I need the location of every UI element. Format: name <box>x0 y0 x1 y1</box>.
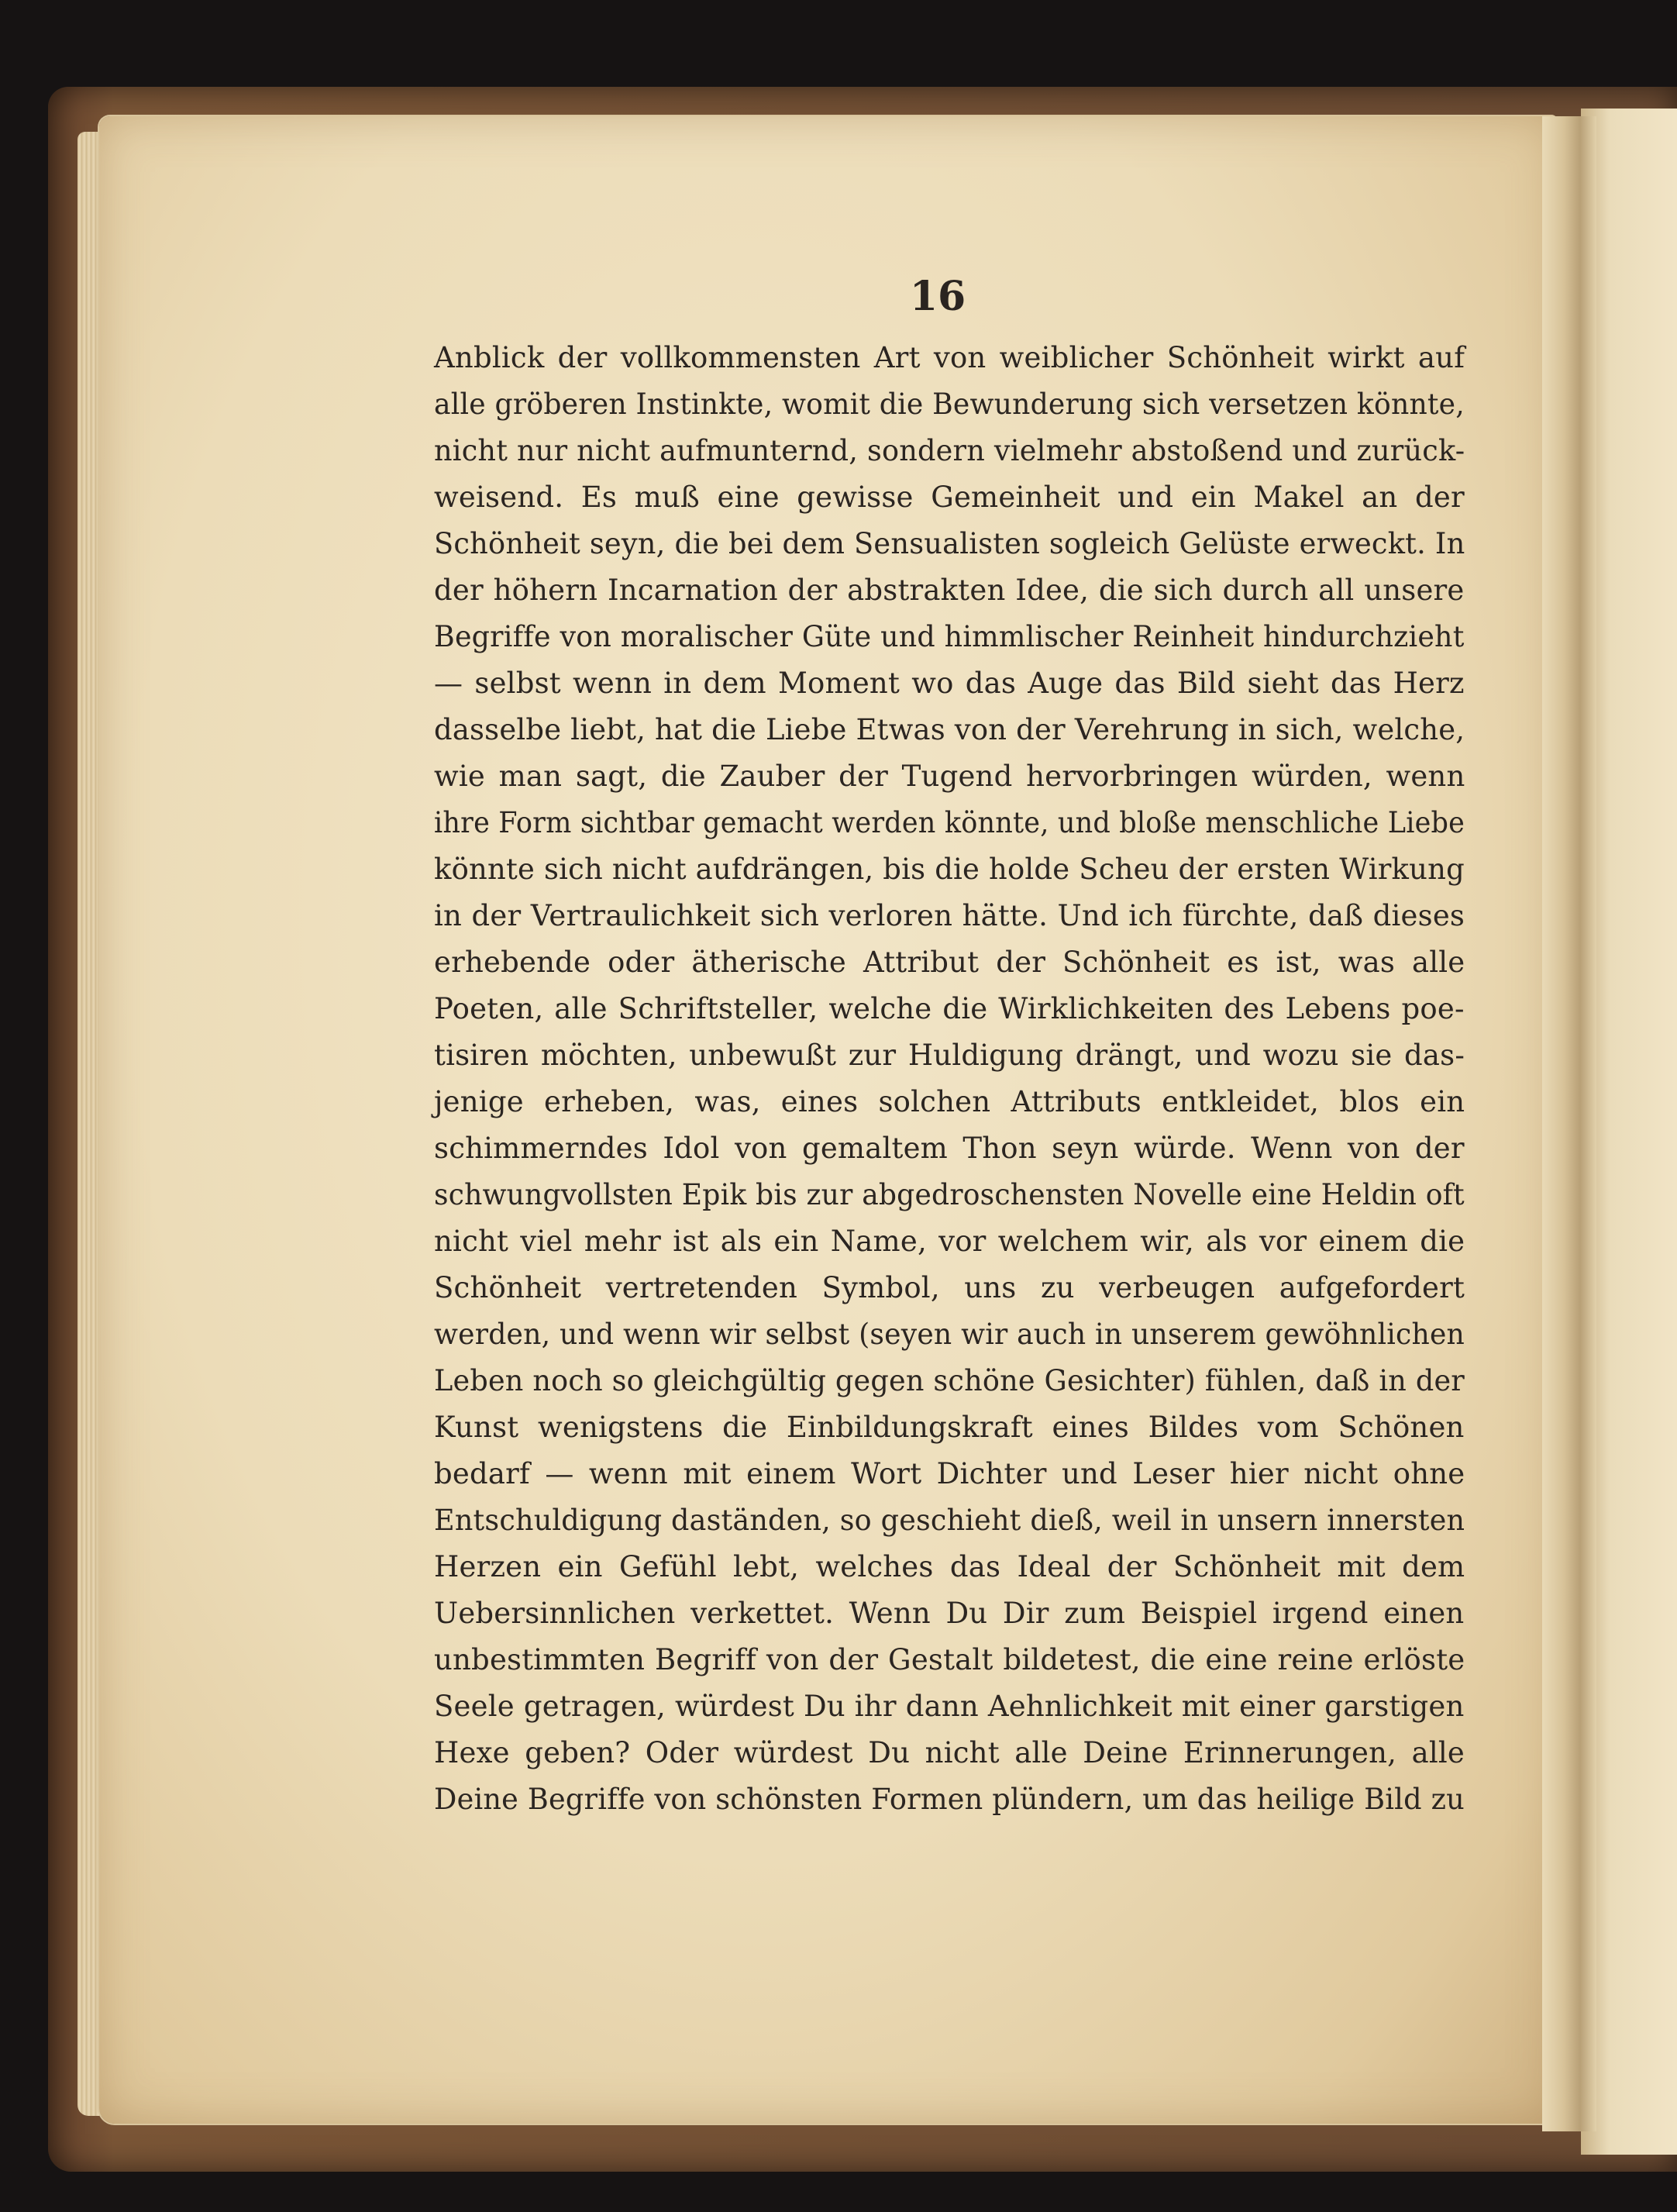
text-line: wie man sagt, die Zauber der Tugend hervorbringen würden, wenn <box>434 760 1465 793</box>
text-line: Entschuldigung daständen, so geschieht dieß, weil in unsern innersten <box>434 1504 1465 1537</box>
text-line: Seele getragen, würdest Du ihr dann Aehnlichkeit mit einer garstigen <box>434 1690 1465 1723</box>
text-line: ihre Form sichtbar gemacht werden könnte, und bloße menschliche Liebe <box>434 806 1465 839</box>
text-line: Herzen ein Gefühl lebt, welches das Ideal der Schönheit mit dem <box>434 1550 1465 1583</box>
text-line: tisiren möchten, unbewußt zur Huldigung drängt, und wozu sie das- <box>434 1039 1465 1072</box>
text-line: in der Vertraulichkeit sich verloren hätte. Und ich fürchte, daß dieses <box>434 899 1465 932</box>
text-line: erhebende oder ätherische Attribut der Schönheit es ist, was alle <box>434 946 1465 979</box>
text-line: weisend. Es muß eine gewisse Gemeinheit und ein Makel an der <box>434 481 1465 514</box>
text-line: könnte sich nicht aufdrängen, bis die holde Scheu der ersten Wirkung <box>434 853 1465 886</box>
text-line: jenige erheben, was, eines solchen Attributs entkleidet, blos ein <box>434 1085 1465 1118</box>
text-line: schwungvollsten Epik bis zur abgedroschensten Novelle eine Heldin oft <box>434 1178 1465 1211</box>
text-line: Schönheit seyn, die bei dem Sensualisten sogleich Gelüste erweckt. In <box>434 527 1465 560</box>
text-line: Deine Begriffe von schönsten Formen plündern, um das heilige Bild zu <box>434 1783 1465 1816</box>
page-number: 16 <box>909 273 966 320</box>
text-line: werden, und wenn wir selbst (seyen wir auch in unserem gewöhnlichen <box>434 1318 1465 1351</box>
text-line: Leben noch so gleichgültig gegen schöne Gesichter) fühlen, daß in der <box>434 1364 1465 1397</box>
text-line: nicht nur nicht aufmunternd, sondern vielmehr abstoßend und zurück- <box>434 434 1465 467</box>
text-line: Kunst wenigstens die Einbildungskraft eines Bildes vom Schönen <box>434 1411 1465 1444</box>
text-line: Poeten, alle Schriftsteller, welche die Wirklichkeiten des Lebens poe- <box>434 992 1465 1025</box>
text-line: bedarf — wenn mit einem Wort Dichter und Leser hier nicht ohne <box>434 1457 1465 1490</box>
text-line: Anblick der vollkommensten Art von weiblicher Schönheit wirkt auf <box>434 341 1465 374</box>
text-line: nicht viel mehr ist als ein Name, vor welchem wir, als vor einem die <box>434 1225 1465 1258</box>
text-line: Schönheit vertretenden Symbol, uns zu verbeugen aufgefordert <box>434 1271 1465 1304</box>
text-line: alle gröberen Instinkte, womit die Bewunderung sich versetzen könnte, <box>434 388 1465 421</box>
text-line: unbestimmten Begriff von der Gestalt bildetest, die eine reine erlöste <box>434 1643 1465 1676</box>
text-line: Uebersinnlichen verkettet. Wenn Du Dir zum Beispiel irgend einen <box>434 1597 1465 1630</box>
text-line: der höhern Incarnation der abstrakten Idee, die sich durch all unsere <box>434 574 1465 607</box>
book-gutter <box>1542 116 1596 2131</box>
text-line: schimmerndes Idol von gemaltem Thon seyn würde. Wenn von der <box>434 1132 1465 1165</box>
text-line: Hexe geben? Oder würdest Du nicht alle Deine Erinnerungen, alle <box>434 1736 1465 1769</box>
text-line: Begriffe von moralischer Güte und himmlischer Reinheit hindurchzieht <box>434 620 1465 653</box>
text-line: — selbst wenn in dem Moment wo das Auge das Bild sieht das Herz <box>434 667 1465 700</box>
text-line: dasselbe liebt, hat die Liebe Etwas von der Verehrung in sich, welche, <box>434 713 1465 746</box>
